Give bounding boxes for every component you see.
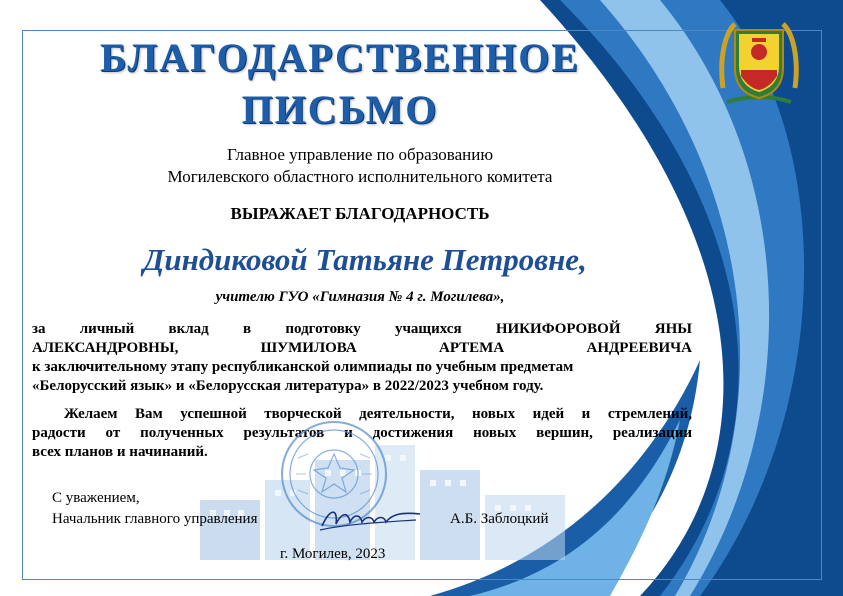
- body-line-1: за личный вклад в подготовку учащихся НИКИФОРОВОЙ ЯНЫ: [32, 321, 692, 337]
- wish-line-1: Желаем Вам успешной творческой деятельности, новых идей и стремлений,: [64, 406, 692, 422]
- place-date: г. Могилев, 2023: [280, 546, 386, 562]
- wish-line-3: всех планов и начинаний.: [32, 444, 208, 460]
- body-line-2: АЛЕКСАНДРОВНЫ, ШУМИЛОВА АРТЕМА АНДРЕЕВИЧА: [32, 340, 692, 356]
- body-line-4: «Белорусский язык» и «Белорусская литература» в 2022/2023 учебном году.: [32, 378, 544, 394]
- recipient-position: учителю ГУО «Гимназия № 4 г. Могилева»,: [215, 289, 505, 305]
- title-line-2: ПИСЬМО: [241, 87, 439, 132]
- statement: ВЫРАЖАЕТ БЛАГОДАРНОСТЬ: [230, 204, 490, 223]
- signature-icon: [316, 500, 426, 536]
- issuer-line-2: Могилевского областного исполнительного комитета: [167, 167, 553, 186]
- issuer-line-1: Главное управление по образованию: [226, 145, 494, 164]
- signer-name: А.Б. Заблоцкий: [450, 511, 549, 527]
- title-line-1: БЛАГОДАРСТВЕННОЕ: [100, 35, 580, 80]
- signatory-title: Начальник главного управления: [52, 511, 258, 527]
- regards-text: С уважением,: [52, 490, 140, 506]
- recipient-name: Диндиковой Татьяне Петровне,: [143, 242, 587, 277]
- body-line-3: к заключительному этапу республиканской олимпиады по учебным предметам: [32, 359, 574, 375]
- coat-of-arms-icon: [717, 18, 801, 106]
- wish-line-2: радости от полученных результатов и достижения новых вершин, реализации: [32, 425, 692, 441]
